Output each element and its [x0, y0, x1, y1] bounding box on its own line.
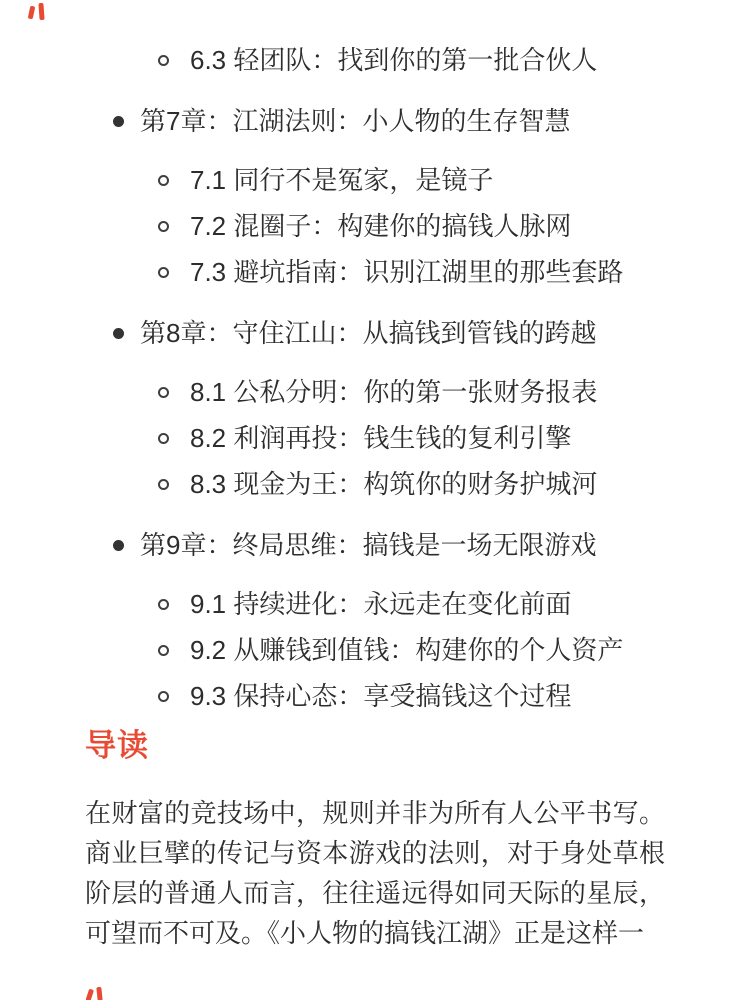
hollow-bullet-icon: [158, 599, 169, 610]
toc-sub-item: [85, 378, 665, 406]
toc-sub-item: [85, 682, 665, 710]
intro-paragraph: 在财富的竞技场中，规则并非为所有人公平书写。商业巨擘的传记与资本游戏的法则，对于身处草根阶层的普通人而言，往往遥远得如同天际的星辰，可望而不可及。《小人物的搞钱江湖》正是这样一: [85, 798, 665, 948]
toc-chapter-item: [85, 516, 665, 559]
hollow-bullet-icon: [158, 267, 169, 278]
toc-item-text: 第9章：终局思维：搞钱是一场无限游戏: [140, 530, 597, 560]
toc-item-text: 9.3 保持心态：享受搞钱这个过程: [190, 681, 572, 711]
hollow-bullet-icon: [158, 387, 169, 398]
hollow-bullet-icon: [158, 175, 169, 186]
glyph-stroke: [28, 6, 36, 20]
hollow-bullet-icon: [158, 645, 169, 656]
toc-item-text: 第8章：守住江山：从搞钱到管钱的跨越: [140, 318, 597, 348]
glyph-stroke: [96, 987, 102, 1000]
toc-item-text: 7.1 同行不是冤家，是镜子: [190, 165, 494, 195]
clipped-red-glyph-bottom: [86, 987, 106, 1000]
section-heading: 导读: [85, 728, 149, 763]
glyph-stroke: [86, 989, 94, 1000]
toc-sub-item: [85, 470, 665, 498]
toc-item-text: 8.1 公私分明：你的第一张财务报表: [190, 377, 598, 407]
toc-item-text: 9.1 持续进化：永远走在变化前面: [190, 589, 572, 619]
hollow-bullet-icon: [158, 691, 169, 702]
toc-sub-item: [85, 166, 665, 194]
toc-chapter-item: [85, 304, 665, 347]
filled-bullet-icon: [113, 116, 124, 127]
hollow-bullet-icon: [158, 55, 169, 66]
toc-sub-item: [85, 590, 665, 618]
toc-item-text: 8.2 利润再投：钱生钱的复利引擎: [190, 423, 572, 453]
toc-item-text: 第7章：江湖法则：小人物的生存智慧: [140, 106, 571, 136]
filled-bullet-icon: [113, 328, 124, 339]
toc-item-text: 6.3 轻团队：找到你的第一批合伙人: [190, 45, 598, 75]
toc-sub-item: [85, 258, 665, 286]
glyph-stroke: [38, 3, 44, 20]
toc-sub-item: [85, 424, 665, 452]
toc-item-text: 7.3 避坑指南：识别江湖里的那些套路: [190, 257, 624, 287]
toc-item-text: 9.2 从赚钱到值钱：构建你的个人资产: [190, 635, 624, 665]
hollow-bullet-icon: [158, 221, 169, 232]
hollow-bullet-icon: [158, 433, 169, 444]
toc-sub-item: [85, 636, 665, 664]
hollow-bullet-icon: [158, 479, 169, 490]
toc-item-text: 8.3 现金为王：构筑你的财务护城河: [190, 469, 598, 499]
clipped-red-glyph-top: [26, 3, 48, 21]
toc-sub-item: [85, 46, 665, 74]
toc-sub-item: [85, 212, 665, 240]
filled-bullet-icon: [113, 540, 124, 551]
toc-item-text: 7.2 混圈子：构建你的搞钱人脉网: [190, 211, 572, 241]
toc-chapter-item: [85, 92, 665, 135]
table-of-contents: [85, 46, 665, 710]
